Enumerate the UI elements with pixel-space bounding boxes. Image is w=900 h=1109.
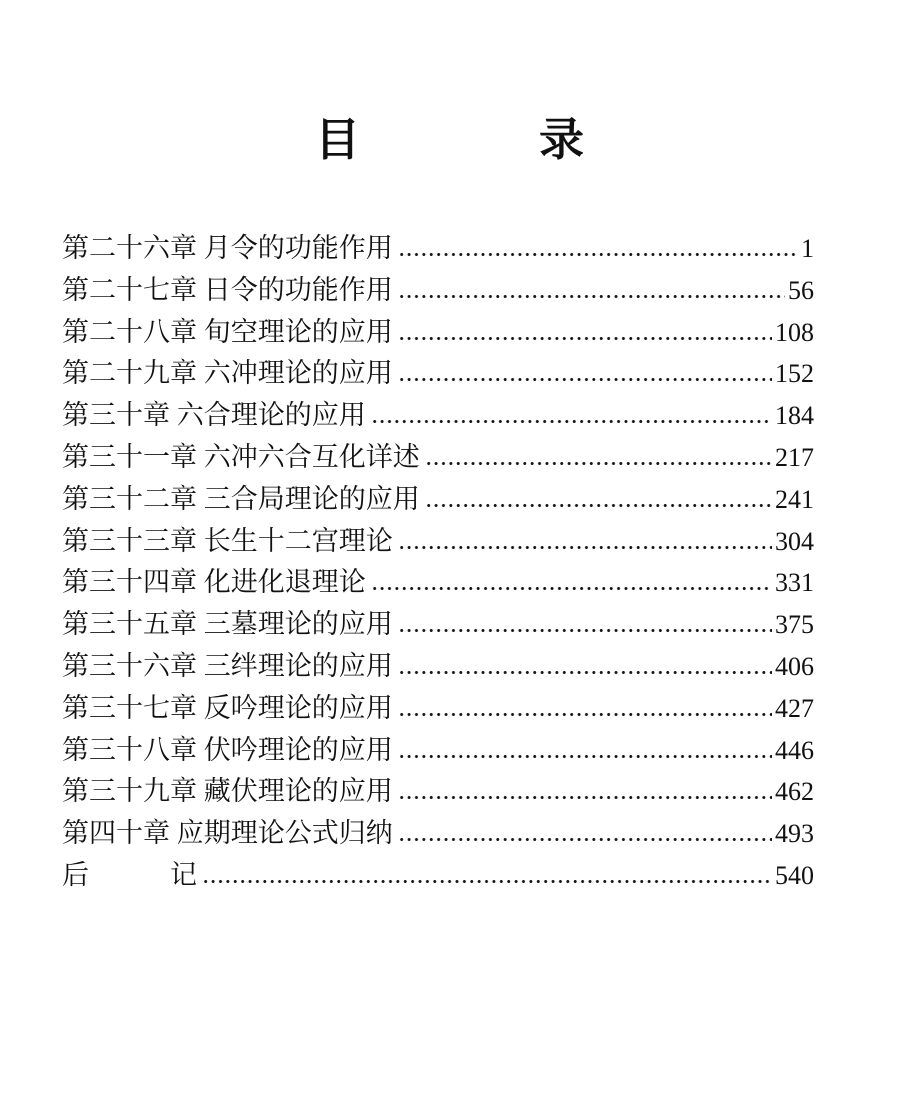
toc-entry [62,437,814,479]
toc-entry-label: 第三十四章 化进化退理论 [62,567,366,598]
toc-entry [62,395,814,437]
dot-leader [398,545,772,550]
dot-leader [425,503,772,508]
toc-entry [62,312,814,354]
toc-entry-page: 241 [775,484,814,514]
toc-entry-label: 第二十八章 旬空理论的应用 [62,316,393,347]
dot-leader [371,586,772,591]
toc-entry-label: 第二十九章 六冲理论的应用 [62,358,393,389]
toc-entry-label: 后 记 [62,859,197,890]
toc-entry-label: 第三十五章 三墓理论的应用 [62,609,393,640]
toc-entry-page: 427 [775,693,814,723]
toc-entry [62,228,814,270]
dot-leader [398,252,798,257]
dot-leader [398,837,772,842]
toc-entry-label: 第三十九章 藏伏理论的应用 [62,776,393,807]
toc-entry-page: 108 [775,317,814,347]
toc-entry [62,353,814,395]
dot-leader [398,294,785,299]
toc-entry-label: 第三十八章 伏吟理论的应用 [62,734,393,765]
toc-entry-label: 第三十三章 长生十二宫理论 [62,525,393,556]
toc-entry-page: 304 [775,526,814,556]
page-title [0,112,900,168]
toc-entry [62,562,814,604]
dot-leader [398,754,772,759]
toc-entry-page: 1 [801,234,814,263]
toc-entry-label: 第四十章 应期理论公式归纳 [62,818,393,849]
dot-leader [371,419,772,424]
toc-entry [62,813,814,855]
dot-leader [425,461,772,466]
dot-leader [398,795,772,800]
toc-entry-label: 第三十七章 反吟理论的应用 [62,692,393,723]
dot-leader [398,628,772,633]
dot-leader [398,670,772,675]
toc-entry-page: 56 [788,275,814,305]
toc-entry [62,479,814,521]
dot-leader [398,336,772,341]
toc-entry [62,270,814,312]
toc-entry-page: 493 [775,819,814,849]
toc-entry [62,646,814,688]
toc-entry-page: 375 [775,610,814,640]
page-title-char-left: 目 [314,115,361,165]
toc-entry [62,521,814,563]
toc-entry [62,855,814,897]
toc-entry-label: 第二十六章 月令的功能作用 [62,233,393,263]
page-title-char-right: 录 [539,115,586,165]
toc-entry [62,730,814,772]
toc-entry-page: 184 [775,401,814,431]
toc-entry-page: 152 [775,359,814,389]
toc-entry-label: 第三十六章 三绊理论的应用 [62,650,393,681]
toc-entry-label: 第三十一章 六冲六合互化详述 [62,441,420,472]
toc-entry-page: 331 [775,568,814,598]
toc-list [0,228,900,897]
toc-entry-page: 217 [775,442,814,472]
dot-leader [398,712,772,717]
toc-entry-label: 第二十七章 日令的功能作用 [62,274,393,305]
dot-leader [202,879,772,884]
toc-entry-page: 462 [775,777,814,807]
toc-entry-label: 第三十章 六合理论的应用 [62,400,366,431]
toc-entry [62,688,814,730]
toc-entry-page: 406 [775,651,814,681]
toc-entry-label: 第三十二章 三合局理论的应用 [62,483,420,514]
toc-entry-page: 540 [775,860,814,890]
toc-entry-page: 446 [775,735,814,765]
toc-entry [62,771,814,813]
toc-entry [62,604,814,646]
dot-leader [398,377,772,382]
